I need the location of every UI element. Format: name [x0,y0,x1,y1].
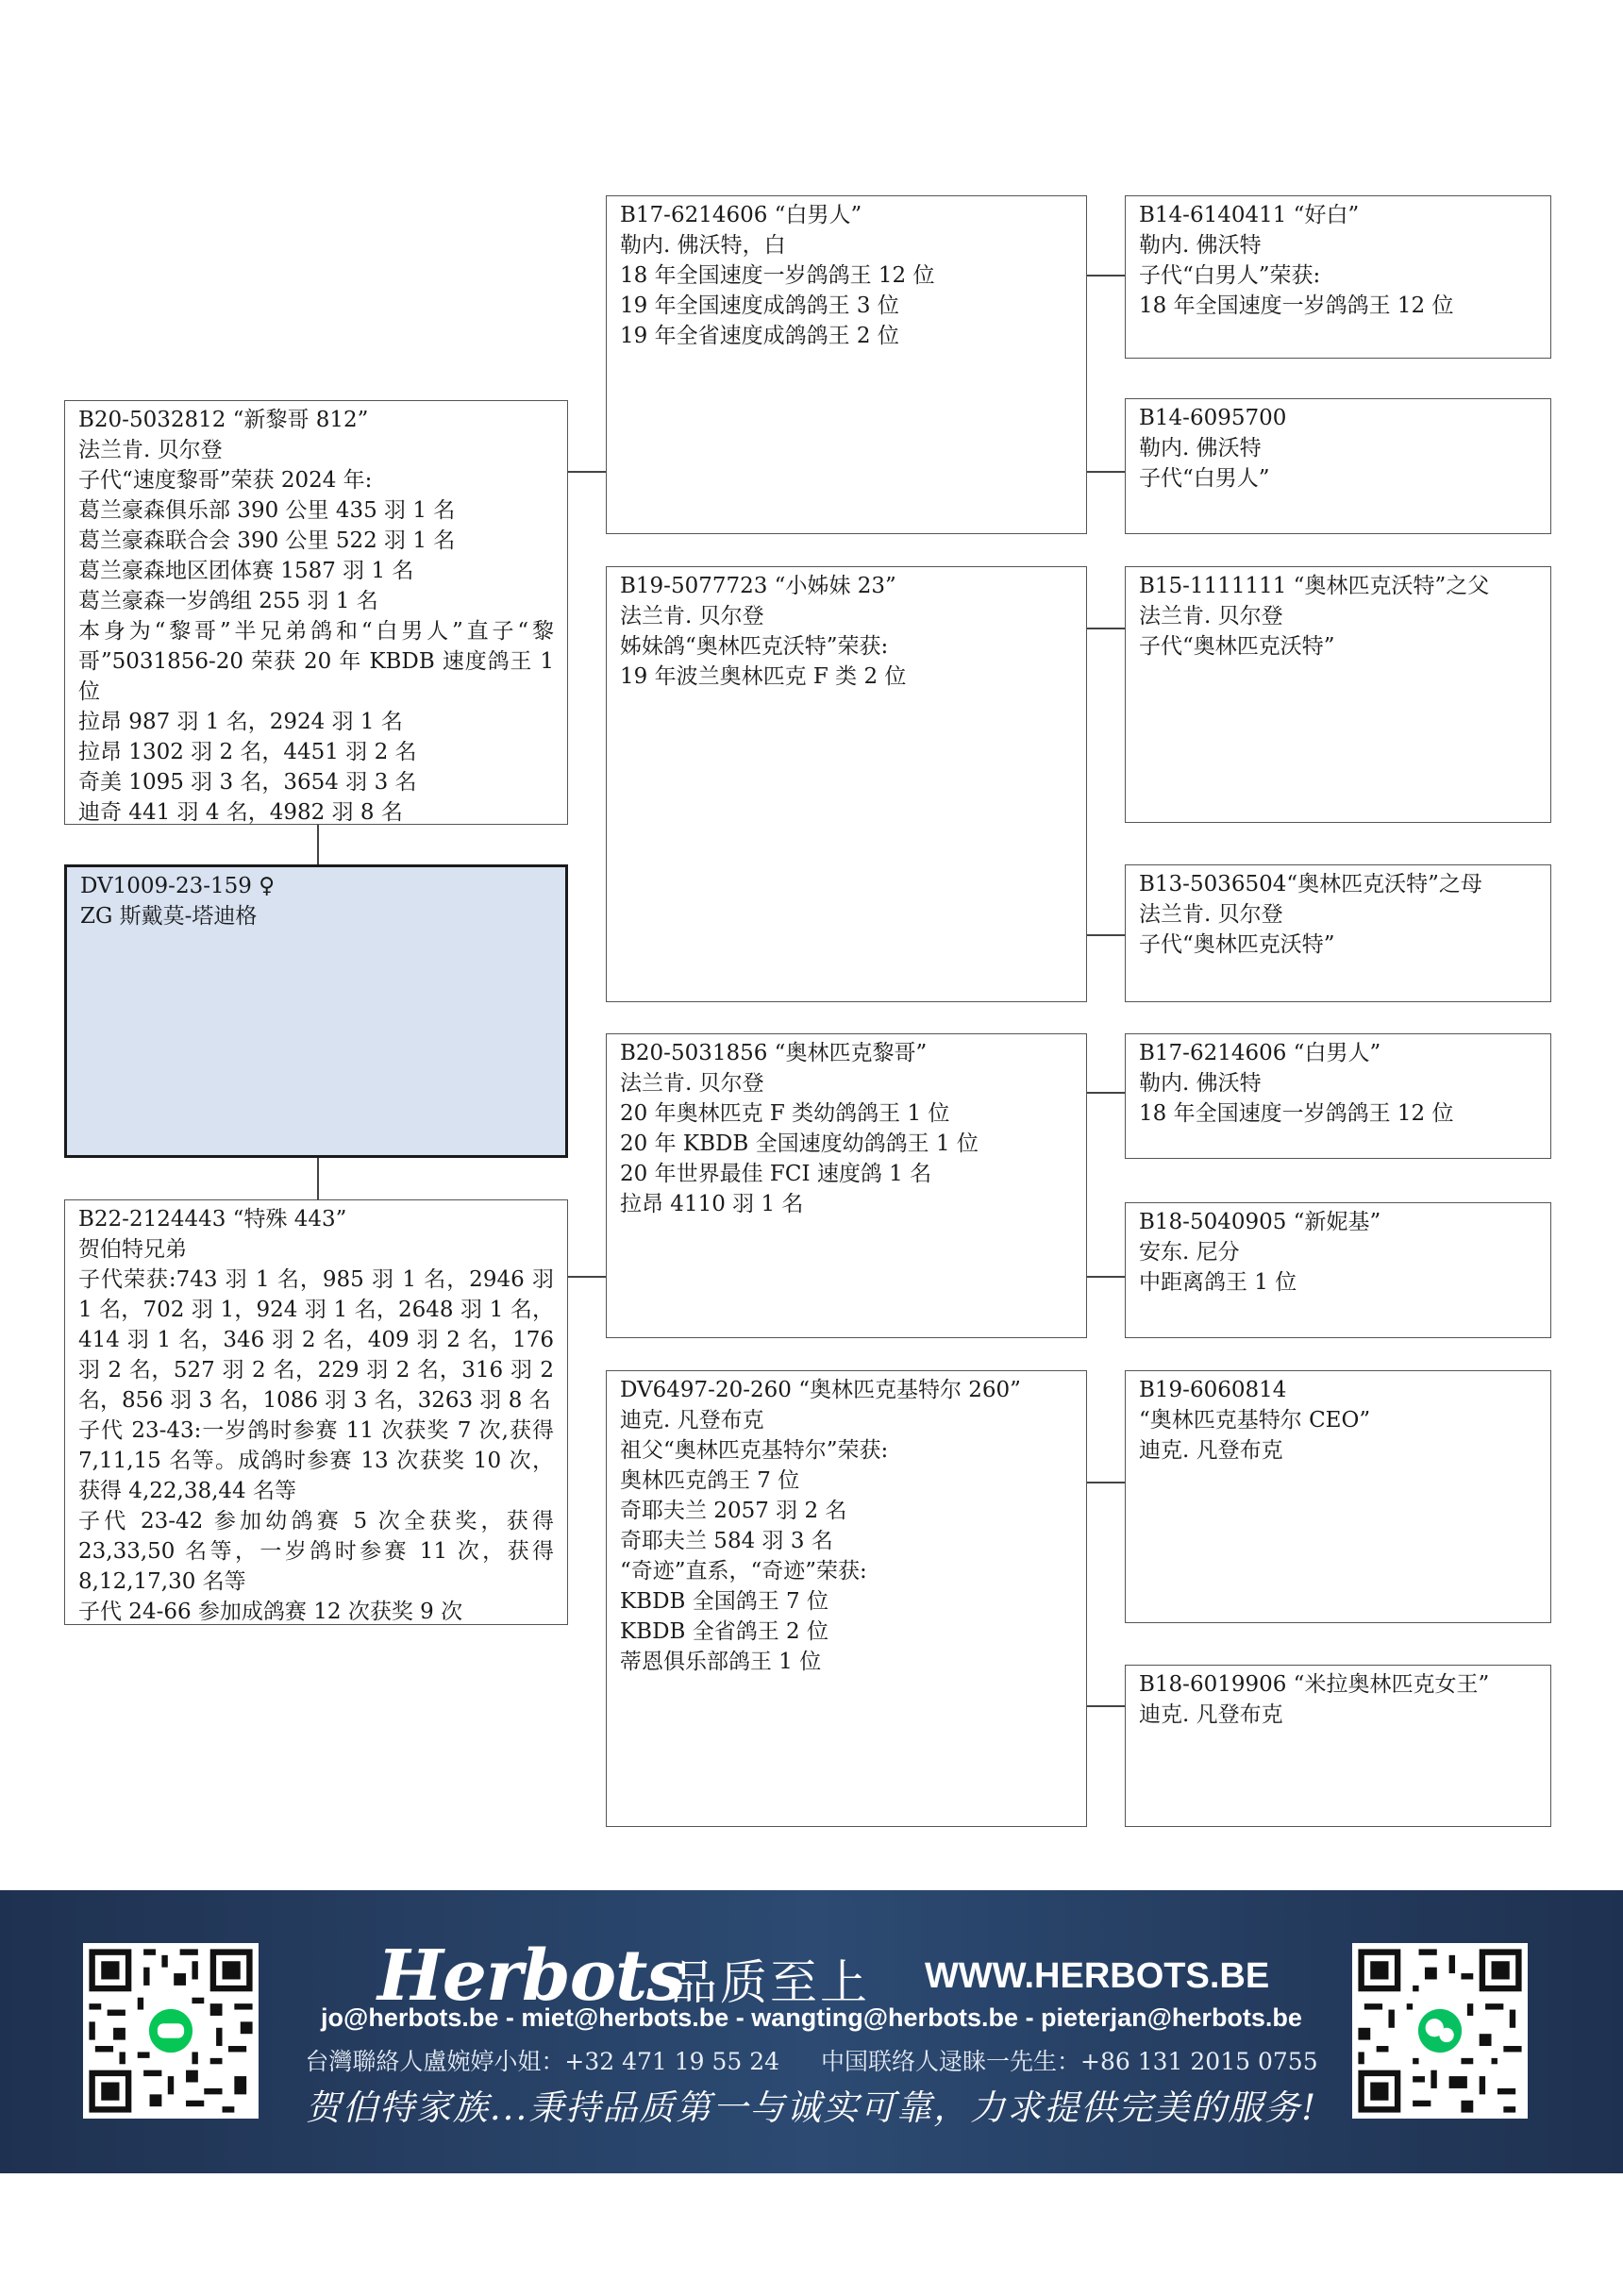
card-line: 法兰肯. 贝尔登 [620,604,764,628]
card-line: 安东. 尼分 [1139,1240,1240,1265]
sire-line: 本身为“黎哥”半兄弟鸽和“白男人”直子“黎哥”5031856-20 荣获 20 年 KBDB 速度鸽王 1 位 [78,619,554,704]
contact-row [0,2043,1623,2077]
card-line: 姊妹鸽“奥林匹克沃特”荣获: [620,634,889,659]
contact-china: 中国联络人逯睐一先生：+86 131 2015 0755 [821,2048,1318,2075]
card-line: 18 年全国速度一岁鸽鸽王 12 位 [1139,293,1454,318]
sire-line: 葛兰豪森俱乐部 390 公里 435 羽 1 名 [78,498,456,523]
card-line: B14-6095700 [1139,406,1287,430]
card-line: 勒内. 佛沃特 [1139,233,1262,258]
dam-line: 子代荣获:743 羽 1 名，985 羽 1 名，2946 羽 1 名，702 羽 1，924 羽 1 名，2648 羽 1 名，414 羽 1 名，346 羽 2 名，409 羽 2 名，176 羽 2 名，527 羽 2 名，229 羽 2 名，316 羽 2 名，856 羽 3 名，1086 羽 3 名，3263 羽 8 名 [78,1267,554,1413]
card-line: 奇耶夫兰 2057 羽 2 名 [620,1499,847,1523]
dsd-card [1125,1202,1551,1338]
card-line: 子代“白男人” [1139,466,1270,491]
card-line: B19-6060814 [1139,1378,1287,1402]
brand-row [377,1936,1270,2017]
subject-card [64,864,568,1158]
card-line: 拉昂 4110 羽 1 名 [620,1192,804,1216]
card-line: 20 年奥林匹克 F 类幼鸽鸽王 1 位 [620,1101,950,1126]
card-line: KBDB 全国鸽王 7 位 [620,1589,828,1614]
card-line: 19 年波兰奥林匹克 F 类 2 位 [620,664,907,689]
sss-card [1125,195,1551,359]
sdd-card [1125,864,1551,1002]
sire-line: 奇美 1095 羽 3 名，3654 羽 3 名 [78,770,417,795]
herbots-logo: Herbots [377,1936,685,2017]
card-line: B17-6214606 “白男人” [1139,1041,1381,1065]
sire-line: 子代“速度黎哥”荣获 2024 年: [78,468,373,493]
card-line: 法兰肯. 贝尔登 [620,1071,764,1096]
card-line: 18 年全国速度一岁鸽鸽王 12 位 [1139,1101,1454,1126]
sire-line: 拉昂 987 羽 1 名，2924 羽 1 名 [78,710,403,734]
website-link[interactable]: WWW.HERBOTS.BE [925,1956,1270,1996]
card-line: KBDB 全省鸽王 2 位 [620,1619,828,1644]
sire-line: 葛兰豪森联合会 390 公里 522 羽 1 名 [78,528,456,553]
motto: 贺伯特家族...秉持品质第一与诚实可靠，力求提供完美的服务! [305,2087,1318,2128]
dam-line: 子代 23-43:一岁鸽时参赛 11 次获奖 7 次,获得 7,11,15 名等。成鸽时参赛 13 次获奖 10 次，获得 4,22,38,44 名等 [78,1418,554,1503]
card-line: B14-6140411 “好白” [1139,203,1360,227]
subject-ring: DV1009-23-159 ♀ [80,874,276,898]
dam-card [64,1199,568,1625]
card-line: 子代“白男人”荣获: [1139,263,1321,288]
card-line: 子代“奥林匹克沃特” [1139,634,1335,659]
email-list[interactable]: jo@herbots.be - miet@herbots.be - wangting@herbots.be - pieterjan@herbots.be [321,2003,1302,2032]
card-line: 子代“奥林匹克沃特” [1139,932,1335,957]
slogan: 品质至上 [670,1955,870,2010]
connector [1087,628,1125,629]
card-line: 迪克. 凡登布克 [1139,1702,1283,1727]
sire-line: 葛兰豪森一岁鸽组 255 羽 1 名 [78,589,378,613]
connector [568,1276,606,1278]
card-line: B20-5031856 “奥林匹克黎哥” [620,1041,928,1065]
card-line: B18-6019906 “米拉奥林匹克女王” [1139,1672,1490,1697]
sds-card [1125,566,1551,823]
dds-card [1125,1370,1551,1623]
card-line: 勒内. 佛沃特 [1139,436,1262,461]
card-line: 20 年世界最佳 FCI 速度鸽 1 名 [620,1162,932,1186]
card-line: B17-6214606 “白男人” [620,203,862,227]
ddd-card [1125,1665,1551,1827]
sire-sire-card [606,195,1087,534]
dam-line: 贺伯特兄弟 [78,1237,187,1262]
card-line: 蒂恩俱乐部鸽王 1 位 [620,1650,822,1674]
card-line: 中距离鸽王 1 位 [1139,1270,1297,1295]
card-line: 勒内. 佛沃特 [1139,1071,1262,1096]
dam-line: 子代 24-66 参加成鸽赛 12 次获奖 9 次 [78,1600,463,1624]
card-line: 19 年全省速度成鸽鸽王 2 位 [620,324,899,348]
dam-dam-card [606,1370,1087,1827]
card-line: B13-5036504“奥林匹克沃特”之母 [1139,872,1482,897]
dam-line: 子代 23-42 参加幼鸽赛 5 次全获奖，获得 23,33,50 名等，一岁鸽时参赛 11 次，获得 8,12,17,30 名等 [78,1509,554,1594]
card-line: “奇迹”直系，“奇迹”荣获: [620,1559,867,1584]
card-line: B19-5077723 “小姊妹 23” [620,574,896,598]
card-line: 法兰肯. 贝尔登 [1139,902,1283,927]
card-line: 奥林匹克鸽王 7 位 [620,1468,800,1493]
card-line: “奥林匹克基特尔 CEO” [1139,1408,1371,1433]
card-line: DV6497-20-260 “奥林匹克基特尔 260” [620,1378,1021,1402]
card-line: 18 年全国速度一岁鸽鸽王 12 位 [620,263,935,288]
contact-taiwan: 台灣聯絡人盧婉婷小姐：+32 471 19 55 24 [305,2048,780,2075]
sire-line: 迪奇 441 羽 4 名，4982 羽 8 名 [78,800,403,825]
connector [1087,934,1125,936]
sire-card [64,400,568,825]
dam-sire-card [606,1033,1087,1338]
connector [568,471,606,473]
ssd-card [1125,398,1551,534]
card-line: B18-5040905 “新妮基” [1139,1210,1381,1234]
card-line: 奇耶夫兰 584 羽 3 名 [620,1529,833,1553]
sire-dam-card [606,566,1087,1002]
card-line: 19 年全国速度成鸽鸽王 3 位 [620,293,899,318]
card-line: 法兰肯. 贝尔登 [1139,604,1283,628]
card-line: 祖父“奥林匹克基特尔”荣获: [620,1438,889,1463]
sire-line: 法兰肯. 贝尔登 [78,438,223,462]
connector [1087,275,1125,277]
subject-breeder: ZG 斯戴莫-塔迪格 [80,904,258,929]
dam-line: B22-2124443 “特殊 443” [78,1207,347,1232]
connector [317,825,319,864]
connector [1087,471,1125,473]
dss-card [1125,1033,1551,1159]
sire-line: 拉昂 1302 羽 2 名，4451 羽 2 名 [78,740,417,764]
sire-line: B20-5032812 “新黎哥 812” [78,408,369,432]
footer-banner [0,1890,1623,2173]
connector [317,1158,319,1199]
card-line: B15-1111111 “奥林匹克沃特”之父 [1139,574,1490,598]
card-line: 勒内. 佛沃特，白 [620,233,786,258]
connector [1087,1276,1125,1278]
sire-line: 葛兰豪森地区团体赛 1587 羽 1 名 [78,559,414,583]
card-line: 迪克. 凡登布克 [1139,1438,1283,1463]
connector [1087,1092,1125,1094]
card-line: 20 年 KBDB 全国速度幼鸽鸽王 1 位 [620,1131,979,1156]
connector [1087,1705,1125,1707]
connector [1087,1482,1125,1483]
card-line: 迪克. 凡登布克 [620,1408,764,1433]
